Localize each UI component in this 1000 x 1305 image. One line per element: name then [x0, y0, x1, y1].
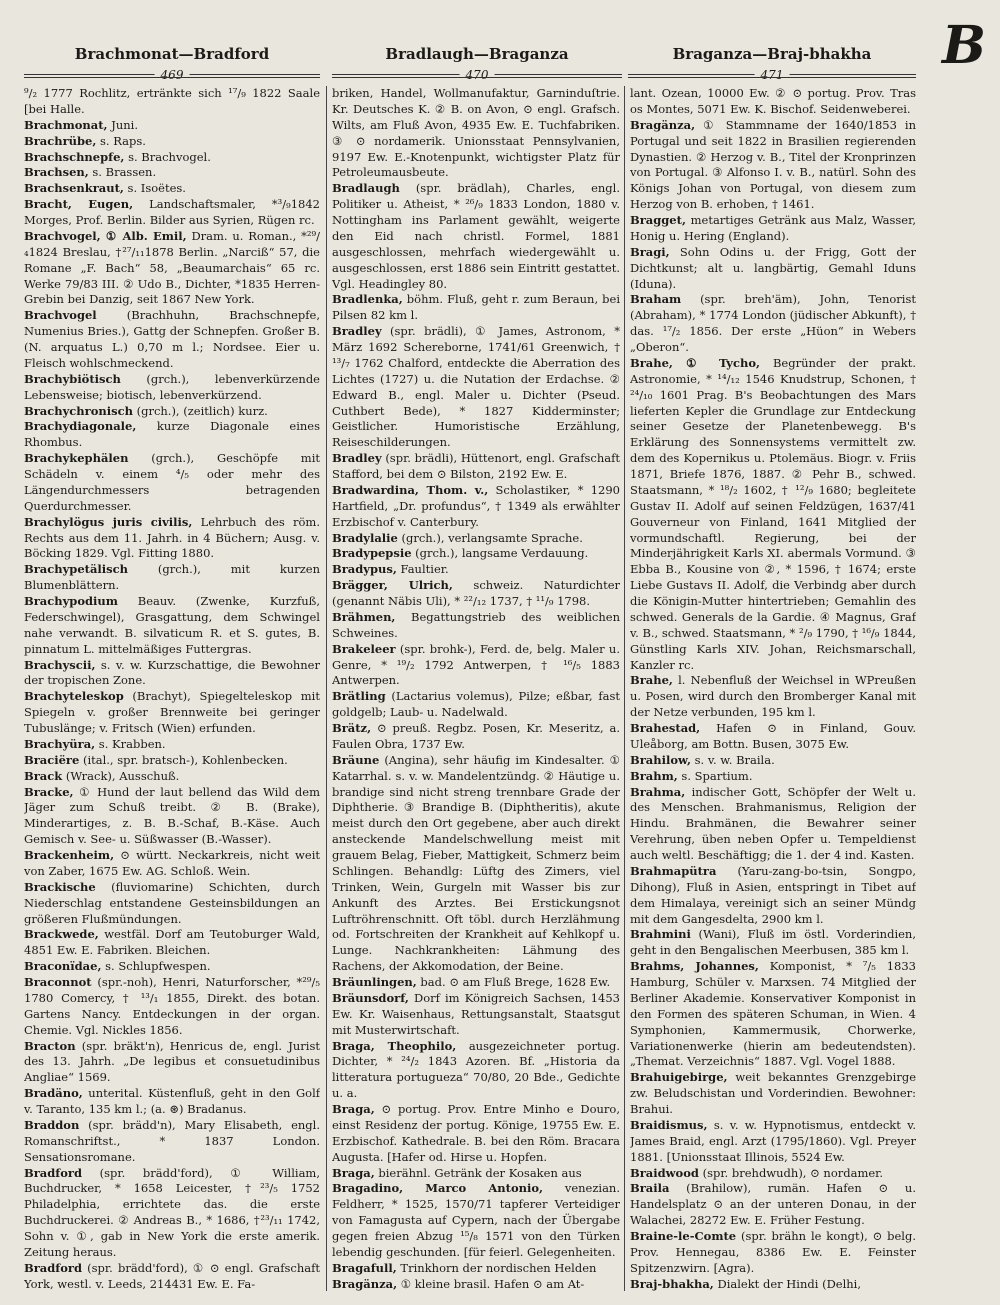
headword: Brachvogel	[24, 308, 97, 323]
definition-text: Hafen ⊙ in Finland, Gouv. Uleåborg, am Bottn. Busen, 3075 Ew.	[630, 721, 916, 751]
column-header-1	[24, 44, 320, 84]
headword: Brachydiagonale,	[24, 419, 137, 434]
headword: Bracton	[24, 1038, 76, 1053]
dictionary-entry	[332, 610, 620, 642]
definition-text: (spr.-noh), Henri, Naturforscher, *²⁹/₅ 1780 Comercy, † ¹³/₁ 1855, Direkt. des botan. Gartens Nancy. Entdeckungen in der organ. Chemie. Vgl. Nickles 1856.	[24, 975, 320, 1037]
definition-text: ① Hund der laut bellend das Wild dem Jäger zum Schuß treibt. ② B. (Brake), Minderartiges, z. B. B.-Schaf, B.-Käse. Auch Gemisch v. See- u. Süßwasser (B.-Wasser).	[24, 784, 320, 847]
dictionary-entry	[630, 959, 916, 1070]
definition-text: s. Spartium.	[677, 768, 753, 783]
dictionary-entry	[630, 1118, 916, 1166]
dictionary-entry	[630, 927, 916, 959]
definition-text: Begattungstrieb des weiblichen Schweines.	[332, 609, 620, 640]
headword: Brachylögus juris civilis,	[24, 514, 193, 529]
dictionary-entry	[332, 1102, 620, 1166]
dictionary-entry	[24, 848, 320, 880]
definition-text: (grch.), verlangsamte Sprache.	[397, 530, 583, 545]
definition-text: (Yaru-zang-bo-tsin, Songpo, Dihong), Fluß in Asien, entspringt in Tibet auf dem Himalaya, vereinigt sich an seiner Mündg mit dem Gangesdelta, 2900 km l.	[630, 863, 916, 926]
definition-text: (Angina), sehr häufig im Kindesalter. ① Katarrhal. s. v. w. Mandelentzündg. ② Häutige u. brandige sind nicht streng trennbare Grade der Diphtherie. ③ Brandige B. (Diphtheritis), akute meist durch den Ort gegebene, aber auch direkt ansteckende Mandelschwellung meist mit grauem Belag, Fieber, Mattigkeit, Schmerz beim Schlingen. Behandlg: Lüftg des Zimers, viel Trinken, Wein, Gurgeln mit Wasser bis zur Ankunft des Arztes. Bei Erstickungsnot Luftröhrenschnitt. Oft töbl. durch Herzlähmung od. Fortschreiten der Krankheit auf Kehlkopf u. Lunge. Nachkrankheiten: Lähmung des Rachens, der Akkomodation, der Beine.	[332, 752, 620, 974]
dictionary-entry	[24, 118, 320, 134]
headword: Brachvogel, ① Alb. Emil,	[24, 228, 187, 243]
definition-text: (Brahilow), rumän. Hafen ⊙ u. Handelsplatz ⊙ an der unteren Donau, in der Walachei, 28272 Ew. E. Früher Festung.	[630, 1181, 916, 1228]
dictionary-entry	[332, 451, 620, 483]
headword: Brahe, ① Tycho,	[630, 355, 761, 370]
definition-text: Juni.	[107, 117, 138, 132]
headword: Brahuigebirge,	[630, 1070, 728, 1085]
definition-text: s. v. w. Hypnotismus, entdeckt v. James Braid, engl. Arzt (1795/1860). Vgl. Preyer 1881. [Unionsstaat Illinois, 5524 Ew.	[630, 1117, 916, 1164]
dictionary-entry	[24, 658, 320, 690]
definition-text: Landschaftsmaler, *³/₉1842 Morges, Prof. Berlin. Bilder aus Syrien, Rügen rc.	[24, 197, 320, 227]
headword: Brackenheim,	[24, 848, 115, 862]
dictionary-entry	[630, 1166, 916, 1182]
definition-text: (Brachhuhn, Brachschnepfe, Numenius Bries.), Gattg der Schnepfen. Großer B. (N. arquatus L.) 0,70 m l.; Nordsee. Eier u. Fleisch wohlschmeckend.	[24, 308, 320, 370]
definition-text: unterital. Küstenfluß, geht in den Golf v. Taranto, 135 km l.; (a. ⊛) Bradanus.	[24, 1086, 320, 1116]
definition-text: Dorf im Königreich Sachsen, 1453 Ew. Kr. Waisenhaus, Rettungsanstalt, Staatsgut mit Musterwirtschaft.	[332, 990, 620, 1037]
definition-text: s. v. w. Braila.	[690, 752, 775, 767]
headword: Bracke,	[24, 784, 74, 799]
dictionary-entry	[24, 562, 320, 594]
definition-text: bad. ⊙ am Fluß Brege, 1628 Ew.	[416, 975, 611, 989]
headword: Braga, Theophilo,	[332, 1038, 457, 1053]
page-number: 470	[460, 68, 495, 83]
dictionary-entry	[24, 86, 320, 118]
column-header-3	[628, 44, 916, 84]
dictionary-entry	[24, 1118, 320, 1166]
definition-text: westfäl. Dorf am Teutoburger Wald, 4851 Ew. E. Fabriken. Bleichen.	[24, 927, 320, 958]
headword: Bräunlingen,	[332, 975, 417, 989]
headword: Brakeleer	[332, 641, 396, 656]
headword: Bradwardina, Thom. v.,	[332, 482, 489, 497]
definition-text: (grch.), langsame Verdauung.	[411, 546, 589, 561]
definition-text: s. Brassen.	[88, 165, 157, 180]
definition-text: briken, Handel, Wollmanufaktur, Garninduſtrie. Kr. Deutsches K. ② B. on Avon, ⊙ engl. Grafsch. Wilts, am Fluß Avon, 4935 Ew. E. Tuchfabriken. ③ ⊙ nordamerik. Unionsstaat Pennsylvanien, 9197 Ew. E.-Knotenpunkt, wichtigster Platz für Petroleumausbeute.	[332, 86, 620, 180]
running-head: Brachmonat—Bradford	[74, 45, 270, 63]
headword: Brähmen,	[332, 609, 396, 624]
header-rule	[24, 68, 320, 84]
definition-text: (Wrack), Ausschuß.	[62, 768, 180, 783]
definition-text: s. Brachvogel.	[124, 149, 211, 164]
dictionary-entry	[24, 975, 320, 1039]
dictionary-entry	[24, 404, 320, 420]
dictionary-entry	[630, 356, 916, 674]
definition-text: l. Nebenfluß der Weichsel in WPreußen u. Posen, wird durch den Bromberger Kanal mit der Netze verbunden, 195 km l.	[630, 673, 916, 720]
headword: Brachsenkraut,	[24, 181, 124, 196]
definition-text: (fluviomarine) Schichten, durch Niederschlag entstandene Gesteinsbildungen an größeren Flußmündungen.	[24, 879, 320, 926]
headword: Bradford	[24, 1165, 82, 1180]
dictionary-entry	[630, 864, 916, 928]
page-number: 469	[155, 68, 190, 83]
definition-text: s. Krabben.	[95, 736, 166, 751]
headword: Brahe,	[630, 673, 673, 688]
dictionary-entry	[24, 689, 320, 737]
headword: Bradley	[332, 451, 382, 466]
definition-text: (grch.), (zeitlich) kurz.	[132, 403, 268, 418]
dictionary-entry	[24, 959, 320, 975]
definition-text: Sohn Odins u. der Frigg, Gott der Dichtkunst; alt u. langbärtig, Gemahl Iduns (Iduna).	[630, 244, 916, 291]
headword: Bradylalie	[332, 530, 398, 545]
definition-text: Dialekt der Hindi (Delhi,	[713, 1276, 862, 1291]
headword: Bragadino, Marco Antonio,	[332, 1181, 544, 1196]
headword: Bradypus,	[332, 562, 397, 577]
headword: Brackwede,	[24, 927, 99, 942]
dictionary-entry	[630, 1070, 916, 1118]
headword: Brahestad,	[630, 721, 701, 735]
definition-text: (spr. brehdwudh), ⊙ nordamer.	[698, 1165, 884, 1180]
definition-text: s. v. w. Kurzschattige, die Bewohner der tropischen Zone.	[24, 657, 320, 688]
column-divider	[326, 86, 327, 1291]
headword: Brackische	[24, 879, 96, 894]
dictionary-entry	[332, 562, 620, 578]
dictionary-entry	[630, 245, 916, 293]
dictionary-entry	[332, 292, 620, 324]
dictionary-entry	[24, 197, 320, 229]
definition-text: s. Schlupfwespen.	[101, 959, 211, 974]
definition-text: ⊙ württ. Neckarkreis, nicht weit von Zaber, 1675 Ew. AG. Schloß. Wein.	[24, 848, 320, 878]
headword: Brack	[24, 768, 63, 783]
headword: Bragänza,	[630, 117, 696, 132]
definition-text: (grch.), mit kurzen Blumenblättern.	[24, 562, 320, 593]
dictionary-entry	[24, 229, 320, 308]
dictionary-entry	[332, 546, 620, 562]
dictionary-entry	[24, 927, 320, 959]
definition-text: (Lactarius volemus), Pilze; eßbar, fast goldgelb; Laub- u. Nadelwald.	[332, 689, 620, 720]
definition-text: Scholastiker, * 1290 Hartfield, „Dr. profundus“, † 1349 als erwählter Erzbischof v. Canterbury.	[332, 482, 620, 529]
definition-text: bierähnl. Getränk der Kosaken aus	[374, 1165, 582, 1180]
entries-column-3	[630, 86, 916, 1296]
definition-text: ⁹/₂ 1777 Rochlitz, ertränkte sich ¹⁷/₉ 1822 Saale [bei Halle.	[24, 86, 320, 116]
headword: Bragänza,	[332, 1276, 398, 1291]
headword: Bradäno,	[24, 1086, 83, 1101]
dictionary-entry	[630, 213, 916, 245]
definition-text: (spr. brädli), Hüttenort, engl. Grafschaft Stafford, bei dem ⊙ Bilston, 2192 Ew. E.	[332, 451, 620, 481]
dictionary-entry	[332, 324, 620, 451]
definition-text: kurze Diagonale eines Rhombus.	[24, 419, 320, 450]
dictionary-entry	[24, 308, 320, 372]
headword: Braconïdae,	[24, 959, 102, 974]
headword: Brahma,	[630, 784, 686, 799]
page-number: 471	[755, 68, 790, 83]
dictionary-entry	[332, 1181, 620, 1260]
column-divider	[624, 86, 625, 1291]
dictionary-entry	[332, 531, 620, 547]
definition-text: (spr. brähn le kongt), ⊙ belg. Prov. Hennegau, 8386 Ew. E. Feinster Spitzenzwirn. [Agra).	[630, 1229, 916, 1275]
dictionary-entry	[24, 515, 320, 563]
dictionary-entry	[24, 753, 320, 769]
headword: Brachyteleskop	[24, 689, 124, 704]
definition-text: lant. Ozean, 10000 Ew. ② ⊙ portug. Prov. Tras os Montes, 5071 Ew. K. Bischof. Seidenweberei.	[630, 86, 916, 116]
headword: Braidismus,	[630, 1117, 708, 1132]
definition-text: Faultier.	[396, 562, 449, 577]
definition-text: Trinkhorn der nordischen Helden	[396, 1260, 597, 1275]
headword: Brahm,	[630, 768, 678, 783]
headword: Bracht, Eugen,	[24, 197, 134, 212]
dictionary-entry	[24, 1261, 320, 1293]
headword: Bradlenka,	[332, 292, 403, 307]
headword: Brachypetälisch	[24, 562, 128, 577]
dictionary-entry	[630, 785, 916, 864]
entries-column-1	[24, 86, 320, 1296]
definition-text: (spr. breh'äm), John, Tenorist (Abraham), * 1774 London (jüdischer Abkunft), † das. ¹⁷/₂ 1856. Der erste „Hüon“ in Webers „Oberon“.	[630, 292, 916, 354]
column-header-2	[332, 44, 622, 84]
dictionary-entry	[332, 1039, 620, 1103]
headword: Brätz,	[332, 721, 372, 735]
header-rule	[628, 68, 916, 84]
dictionary-entry	[630, 292, 916, 356]
definition-text: s. Raps.	[96, 133, 146, 148]
headword: Braine-le-Comte	[630, 1229, 737, 1243]
dictionary-entry	[332, 642, 620, 690]
dictionary-entry	[630, 118, 916, 213]
definition-text: weit bekanntes Grenzgebirge zw. Beludschistan und Vorderindien. Bewohner: Brahui.	[630, 1070, 916, 1116]
headword: Brachychronisch	[24, 403, 133, 418]
headword: Brahilow,	[630, 752, 691, 767]
definition-text: metartiges Getränk aus Malz, Wasser, Honig u. Hering (England).	[630, 213, 916, 243]
dictionary-entry	[332, 1261, 620, 1277]
headword: Brahmapütra	[630, 863, 717, 878]
definition-text: (spr. brädli), ① James, Astronom, * März 1692 Schereborne, 1741/61 Greenwich, † ¹³/₇ 1762 Chalford, entdeckte die Aberration des Lichtes (1727) u. die Nutation der Erdachse. ② Edward B., engl. Maler u. Dichter (Pseud. Cuthbert Bede), * 1827 Kidderminster; Geistlicher. Humoristische Erzählung, Reiseschilderungen.	[332, 324, 620, 450]
header-rule	[332, 68, 622, 84]
dictionary-entry	[24, 150, 320, 166]
definition-text: ⊙ preuß. Regbz. Posen, Kr. Meseritz, a. Faulen Obra, 1737 Ew.	[332, 721, 620, 751]
definition-text: Begründer der prakt. Astronomie, * ¹⁴/₁₂ 1546 Knudstrup, Schonen, † ²⁴/₁₀ 1601 Prag. B's Beobachtungen des Mars lieferten Kepler die Grundlage zur Entdeckung seiner Gesetze der Planetenbewegg. B's Erklärung des Sonnensystems vermittelt zw. dem des Kopernikus u. Ptolemäus. Biogr. v. Friis 1871, Briefe 1876, 1887. ② Pehr B., schwed. Staatsmann, * ¹⁸/₂ 1602, † ¹²/₉ 1680; begleitete Gustav II. Adolf auf seinen Feldzügen, 1637/41 Gouverneur von Finland, 1641 Mitglied der vormundschaftl. Regierung, bei der Minderjährigkeit Karls XI. abermals Vormund. ③ Ebba B., Kousine von ②, * 1596, † 1674; erste Liebe Gustavs II. Adolf, die Verbindg aber durch die Königin-Mutter hintertrieben; Gemahlin des schwed. Generals de la Gardie. ④ Magnus, Graf v. B., schwed. Staatsmann, * ²/₉ 1790, † ¹⁶/₉ 1844, Günstling Karls XIV. Johan, Reichsmarschall, Kanzler rc.	[630, 355, 916, 672]
definition-text: schweiz. Naturdichter (genannt Näbis Uli), * ²²/₁₂ 1737, † ¹¹/₉ 1798.	[332, 578, 620, 608]
dictionary-entry	[24, 451, 320, 515]
dictionary-entry	[24, 134, 320, 150]
definition-text: (spr. brohk-), Ferd. de, belg. Maler u. Genre, * ¹⁹/₂ 1792 Antwerpen, † ¹⁶/₅ 1883 Antwerpen.	[332, 641, 620, 688]
dictionary-entry	[24, 594, 320, 658]
definition-text: Komponist, * ⁷/₅ 1833 Hamburg, Schüler v. Marxsen. 74 Mitglied der Berliner Akademie. Konservativer Komponist in den Formen des späteren Schuman, in Wien. 4 Symphonien, Kammermusik, Chorwerke, Variationenwerke (hierin am bedeutendsten). „Themat. Verzeichnis“ 1887. Vgl. Vogel 1888.	[630, 959, 916, 1069]
headword: Brägger, Ulrich,	[332, 578, 453, 593]
definition-text: (spr. brädd'n), Mary Elisabeth, engl. Romanschriftst., * 1837 London. Sensationsromane.	[24, 1117, 320, 1164]
headword: Bragi,	[630, 244, 670, 259]
dictionary-entry	[332, 689, 620, 721]
dictionary-entry	[24, 1086, 320, 1118]
headword: Bräune	[332, 752, 380, 767]
dictionary-entry	[24, 880, 320, 928]
definition-text: Dram. u. Roman., *²⁹/₄1824 Breslau, †²⁷/₁₁1878 Berlin. „Narciß“ 57, die Romane „F. Bach“ 58, „Beaumarchais“ 65 rc. Werke 79/83 III. ② Udo B., Dichter, *1835 Herren-Grebin bei Danzig, seit 1867 New York.	[24, 228, 320, 307]
headword: Braham	[630, 292, 682, 307]
headword: Braciëre	[24, 752, 80, 767]
entries-column-2	[332, 86, 620, 1296]
dictionary-entry	[630, 721, 916, 753]
dictionary-entry	[332, 483, 620, 531]
dictionary-entry	[24, 785, 320, 849]
dictionary-entry	[332, 721, 620, 753]
dictionary-entry	[24, 181, 320, 197]
definition-text: Beauv. (Zwenke, Kurzfuß, Federschwingel), Grasgattung, dem Schwingel nahe verwandt. B. silvaticum R. et S. gutes, B. pinnatum L. mittelmäßiges Futtergras.	[24, 594, 320, 656]
headword: Brahmini	[630, 927, 691, 942]
dictionary-entry	[24, 165, 320, 181]
headword: Braga,	[332, 1165, 375, 1180]
dictionary-entry	[24, 769, 320, 785]
definition-text: (ital., spr. bratsch-), Kohlenbecken.	[79, 752, 288, 767]
dictionary-entry	[332, 1277, 620, 1293]
headword: Braconnot	[24, 975, 92, 989]
headword: Bräunsdorf,	[332, 990, 409, 1005]
definition-text: (spr. bräkt'n), Henricus de, engl. Jurist des 13. Jahrh. „De legibus et consuetudinibus Angliae“ 1569.	[24, 1038, 320, 1085]
headword: Braidwood	[630, 1165, 699, 1180]
running-head: Braganza—Braj-bhakha	[672, 45, 872, 63]
dictionary-entry	[24, 737, 320, 753]
dictionary-entry	[24, 419, 320, 451]
headword: Brahms, Johannes,	[630, 959, 759, 974]
headword: Brachypodium	[24, 594, 118, 608]
definition-text: ausgezeichneter portug. Dichter, * ²⁴/₂ 1843 Azoren. Bf. „Historia da litteratura portugueza“ 70/80, 20 Bde., Gedichte u. a.	[332, 1038, 620, 1101]
dictionary-entry	[630, 86, 916, 118]
dictionary-entry	[630, 1277, 916, 1293]
dictionary-entry	[24, 1166, 320, 1261]
dictionary-entry	[24, 372, 320, 404]
headword: Bradypepsie	[332, 546, 412, 561]
headword: Braila	[630, 1181, 670, 1196]
dictionary-entry	[630, 1229, 916, 1277]
headword: Brachyüra,	[24, 736, 96, 751]
dictionary-entry	[332, 991, 620, 1039]
dictionary-entry	[332, 753, 620, 975]
headword: Brachrübe,	[24, 133, 97, 148]
definition-text: (grch.), lebenverkürzende Lebensweise; biotisch, lebenverkürzend.	[24, 371, 320, 402]
definition-text: (Wani), Fluß im östl. Vorderindien, geht in den Bengalischen Meerbusen, 385 km l.	[630, 927, 916, 958]
definition-text: ① kleine brasil. Hafen ⊙ am At-	[397, 1276, 585, 1291]
definition-text: (grch.), Geschöpfe mit Schädeln v. einem ⁴/₅ oder mehr des Längendurchmessers betragenden Querdurchmesser.	[24, 451, 320, 513]
dictionary-entry	[630, 769, 916, 785]
definition-text: venezian. Feldherr, * 1525, 1570/71 tapferer Verteidiger von Famagusta auf Cypern, nach der Übergabe gegen freien Abzug ¹⁵/₈ 1571 von den Türken lebendig geschunden. [für feierl. Gelegenheiten.	[332, 1181, 620, 1259]
definition-text: (Brachyt), Spiegelteleskop mit Spiegeln v. großer Brennweite bei geringer Tubuslänge; v. Fritsch (Wien) erfunden.	[24, 689, 320, 735]
definition-text: ⊙ portug. Prov. Entre Minho e Douro, einst Residenz der portug. Könige, 19755 Ew. E. Erzbischof. Kathedrale. B. bei den Röm. Bracara Augusta. [Hafer od. Hirse u. Hopfen.	[332, 1102, 620, 1164]
running-head: Bradlaugh—Braganza	[385, 45, 569, 63]
section-letter: B	[942, 15, 986, 76]
definition-text: (spr. brädd'ford), ① William, Buchdrucker, * 1658 Leicester, †²³/₅ 1752 Philadelphia, errichtete das. die erste Buchdruckerei. ② Andreas B., * 1686, †²³/₁₁ 1742, Sohn v. ①, gab in New York die erste amerik. Zeitung heraus.	[24, 1165, 320, 1259]
dictionary-entry	[630, 1181, 916, 1229]
headword: Bragget,	[630, 213, 686, 227]
headword: Bradford	[24, 1260, 82, 1275]
headword: Bragafull,	[332, 1260, 397, 1275]
definition-text: s. Isoëtes.	[123, 181, 186, 196]
definition-text: ① Stammname der 1640/1853 in Portugal und seit 1822 in Brasilien regierenden Dynastien. ② Herzog v. B., Titel der Kronprinzen von Portugal. ③ Alfonso I. v. B., natürl. Sohn des Königs Johan von Portugal, von diesem zum Herzog von B. erhoben, † 1461.	[630, 117, 916, 212]
definition-text: (spr. brädlah), Charles, engl. Politiker u. Atheist, * ²⁶/₉ 1833 London, 1880 v. Nottingham ins Parlament gewählt, weigerte den Eid nach christl. Formel, 1881 ausgeschlossen, mehrfach wiedergewählt u. ausgeschlossen, erst 1886 sein Eintritt gestattet. Vgl. Headingley 80.	[332, 181, 620, 291]
dictionary-entry	[332, 578, 620, 610]
headword: Brachschnepfe,	[24, 149, 125, 164]
headword: Braga,	[332, 1102, 375, 1116]
headword: Braj-bhakha,	[630, 1276, 714, 1291]
dictionary-entry	[24, 1039, 320, 1087]
headword: Brätling	[332, 689, 386, 704]
headword: Brachybiötisch	[24, 371, 121, 386]
dictionary-entry	[630, 753, 916, 769]
headword: Brachykephälen	[24, 451, 129, 466]
definition-text: (spr. brädd'ford), ① ⊙ engl. Grafschaft York, westl. v. Leeds, 214431 Ew. E. Fa-	[24, 1260, 320, 1291]
dictionary-entry	[630, 673, 916, 721]
headword: Bradlaugh	[332, 181, 400, 196]
dictionary-entry	[332, 1166, 620, 1182]
definition-text: indischer Gott, Schöpfer der Welt u. des Menschen. Brahmanismus, Religion der Hindu. Brahmänen, die Bewahrer seiner Verehrung, üben neben Opfer u. Tempeldienst auch weltl. Beschäftigg; die 1. der 4 ind. Kasten.	[630, 784, 916, 862]
headword: Braddon	[24, 1117, 80, 1132]
headword: Brachsen,	[24, 165, 89, 180]
headword: Brachmonat,	[24, 117, 108, 132]
headword: Brachyscii,	[24, 657, 96, 672]
dictionary-entry	[332, 975, 620, 991]
dictionary-entry	[332, 181, 620, 292]
definition-text: böhm. Fluß, geht r. zum Beraun, bei Pilsen 82 km l.	[332, 292, 620, 323]
headword: Bradley	[332, 324, 382, 339]
definition-text: Lehrbuch des röm. Rechts aus dem 11. Jahrh. in 4 Büchern; Ausg. v. Böcking 1829. Vgl. Fitting 1880.	[24, 514, 320, 561]
dictionary-entry	[332, 86, 620, 181]
